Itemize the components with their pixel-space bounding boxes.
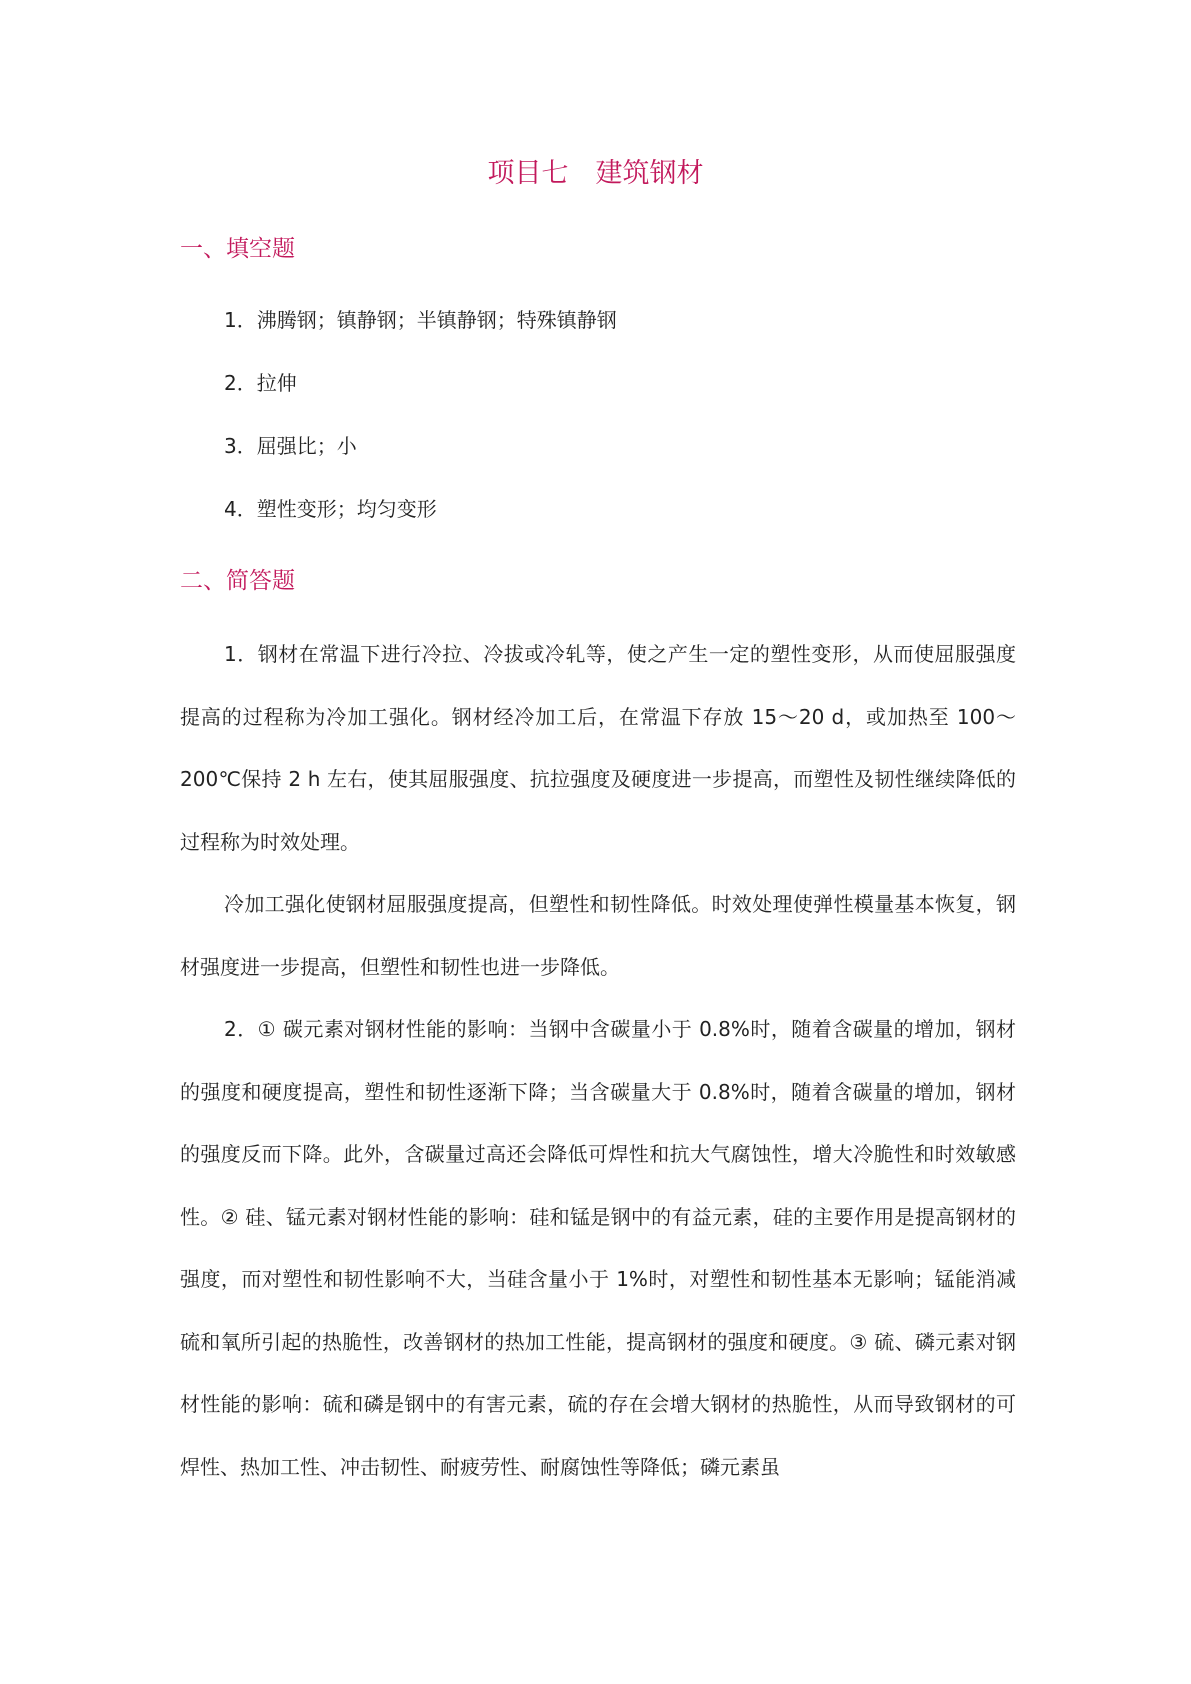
answer-item-3: 3．屈强比；小 [224,434,357,458]
section-heading-short-answer: 二、简答题 [180,568,295,594]
short-answer-paragraph-3: 2．① 碳元素对钢材性能的影响：当钢中含碳量小于 0.8%时，随着含碳量的增加，钢材的强度和硬度提高，塑性和韧性逐渐下降；当含碳量大于 0.8%时，随着含碳量的增加，钢材的强度反而下降。此外，含碳量过高还会降低可焊性和抗大气腐蚀性，增大冷脆性和时效敏感性。② 硅、锰元素对钢材性能的影响：硅和锰是钢中的有益元素，硅的主要作用是提高钢材的强度，而对塑性和韧性影响不大，当硅含量小于 1%时，对塑性和韧性基本无影响；锰能消减硫和氧所引起的热脆性，改善钢材的热加工性能，提高钢材的强度和硬度。③ 硫、磷元素对钢材性能的影响：硫和磷是钢中的有害元素，硫的存在会增大钢材的热脆性，从而导致钢材的可焊性、热加工性、冲击韧性、耐疲劳性、耐腐蚀性等降低；磷元素虽 [180,1017,1016,1479]
short-answer-paragraph-2: 冷加工强化使钢材屈服强度提高，但塑性和韧性降低。时效处理使弹性模量基本恢复，钢材强度进一步提高，但塑性和韧性也进一步降低。 [180,892,1016,979]
answer-item-4: 4．塑性变形；均匀变形 [224,497,437,521]
answer-item-1: 1．沸腾钢；镇静钢；半镇静钢；特殊镇静钢 [224,308,617,332]
answer-item-2: 2．拉伸 [224,371,297,395]
section-heading-fill-in-blank: 一、填空题 [180,236,295,262]
short-answer-paragraph-1: 1．钢材在常温下进行冷拉、冷拔或冷轧等，使之产生一定的塑性变形，从而使屈服强度提高的过程称为冷加工强化。钢材经冷加工后，在常温下存放 15～20 d，或加热至 100～200℃保持 2 h 左右，使其屈服强度、抗拉强度及硬度进一步提高，而塑性及韧性继续降低的过程称为时效处理。 [180,642,1016,854]
page-title: 项目七 建筑钢材 [487,158,704,189]
